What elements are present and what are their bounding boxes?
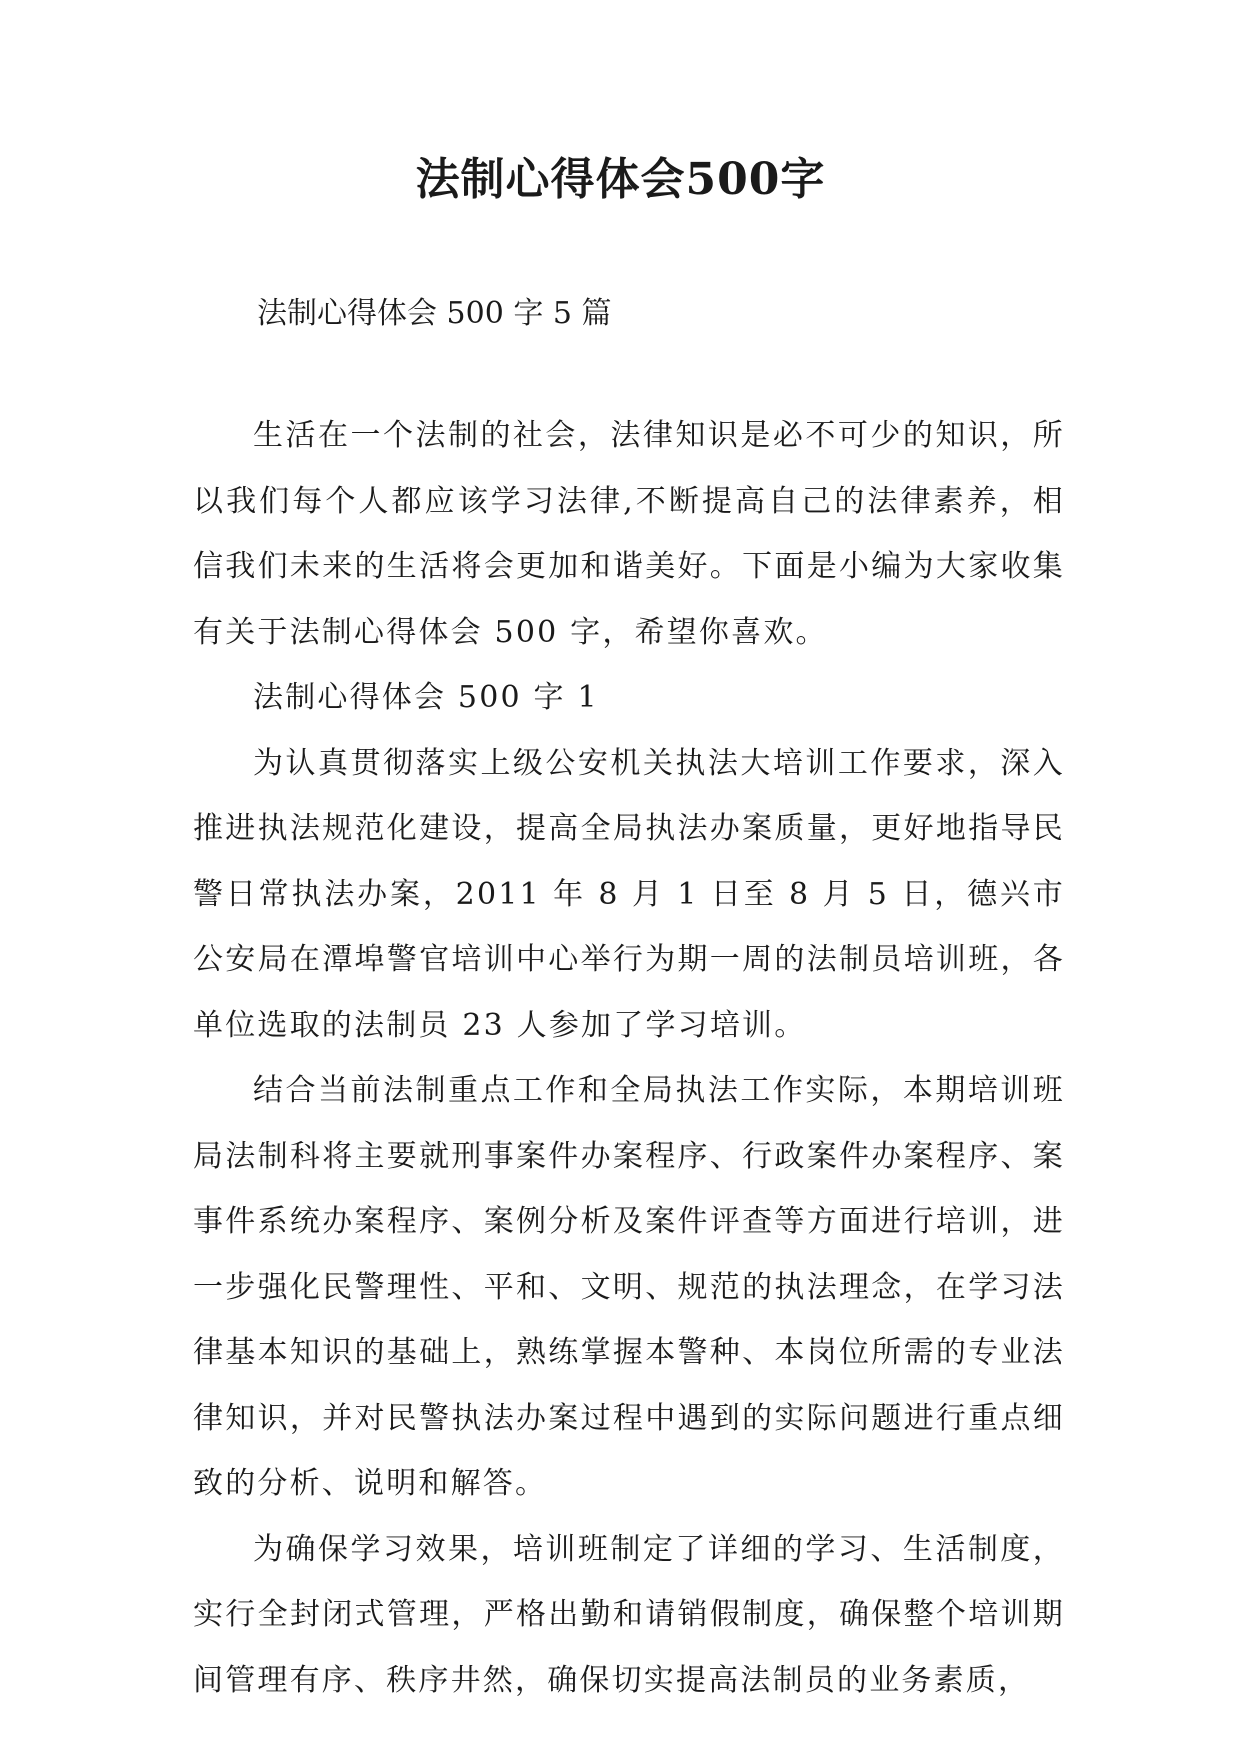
body-paragraph: 为确保学习效果，培训班制定了详细的学习、生活制度，实行全封闭式管理，严格出勤和请销假制度，确保整个培训期间管理有序、秩序井然，确保切实提高法制员的业务素质，: [193, 1531, 1065, 1698]
intro-paragraph: 生活在一个法制的社会，法律知识是必不可少的知识，所以我们每个人都应该学习法律,不断提高自己的法律素养，相信我们未来的生活将会更加和谐美好。下面是小编为大家收集有关于法制心得体会 500 字，希望你喜欢。: [193, 418, 1065, 650]
document-body: [193, 403, 1065, 1713]
document-subtitle: 法制心得体会 500 字 5 篇: [257, 296, 612, 331]
document-title: 法制心得体会500字: [415, 154, 826, 205]
body-paragraph: 结合当前法制重点工作和全局执法工作实际，本期培训班局法制科将主要就刑事案件办案程序、行政案件办案程序、案事件系统办案程序、案例分析及案件评查等方面进行培训，进一步强化民警理性、平和、文明、规范的执法理念，在学习法律基本知识的基础上，熟练掌握本警种、本岗位所需的专业法律知识，并对民警执法办案过程中遇到的实际问题进行重点细致的分析、说明和解答。: [193, 1073, 1065, 1501]
body-paragraph: 为认真贯彻落实上级公安机关执法大培训工作要求，深入推进执法规范化建设，提高全局执法办案质量，更好地指导民警日常执法办案，2011 年 8 月 1 日至 8 月 5 日，德兴市公安局在潭埠警官培训中心举行为期一周的法制员培训班，各单位选取的法制员 23 人参加了学习培训。: [193, 745, 1065, 1043]
section-heading: 法制心得体会 500 字 1: [253, 680, 599, 715]
